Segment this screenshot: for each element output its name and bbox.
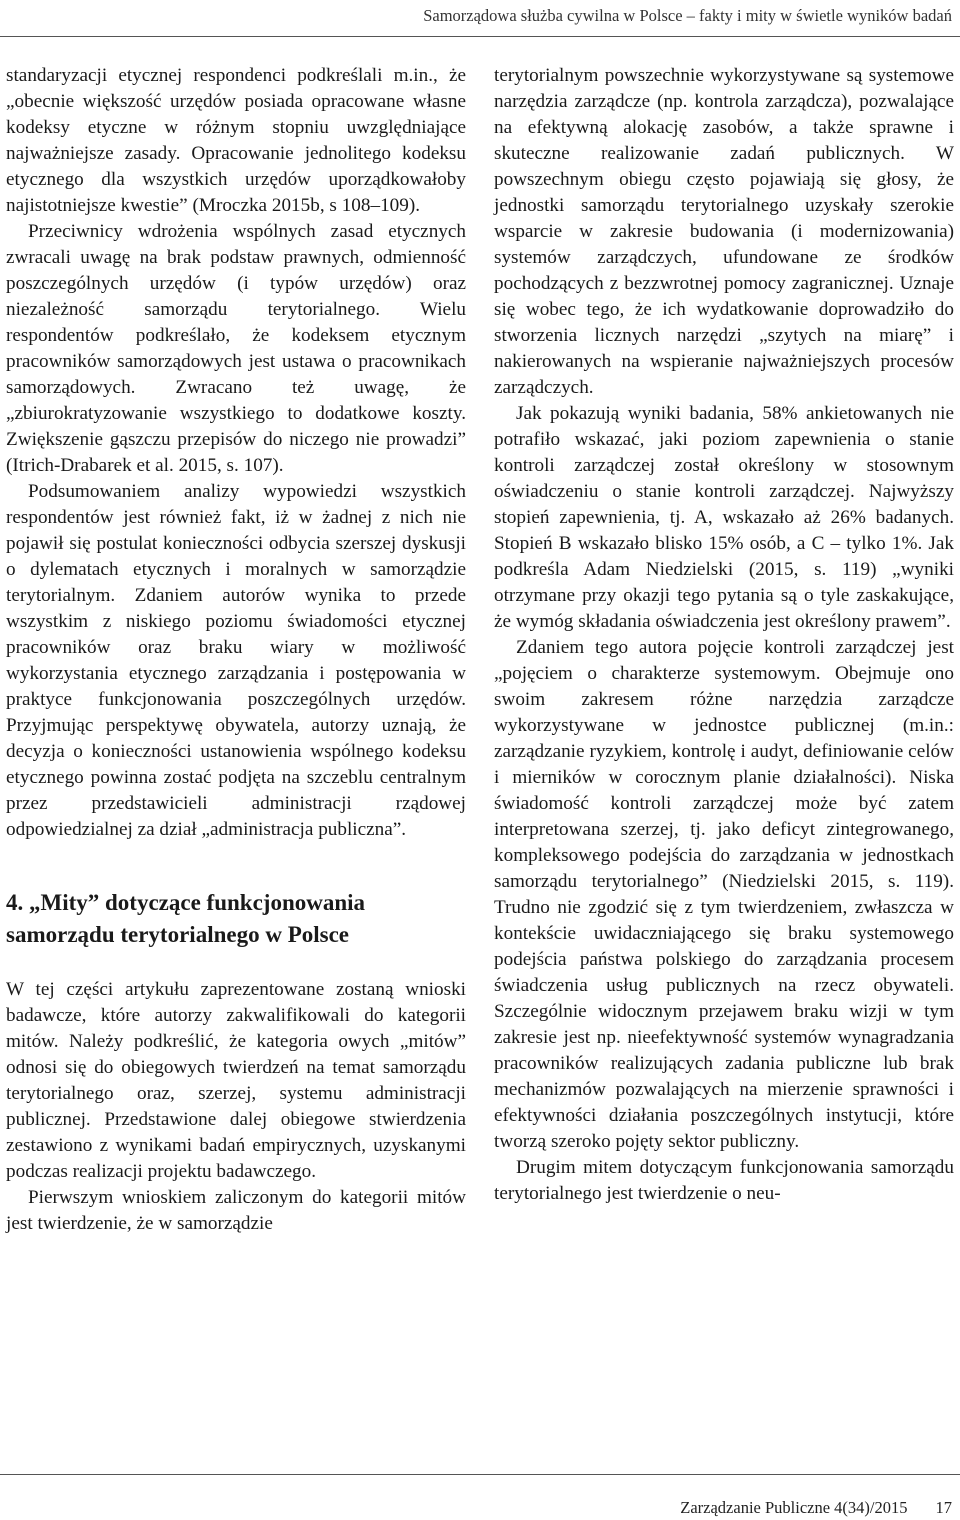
running-header: Samorządowa służba cywilna w Polsce – fakty i mity w świetle wyników badań (423, 6, 952, 25)
paragraph: Zdaniem tego autora pojęcie kontroli zarządczej jest „pojęciem o charakterze systemowym. Obejmuje ono swoim zakresem różne narzędzia zarządcze wykorzystywane w jednostce publicznej (m.in.: zarządzanie ryzykiem, kontrolę i audyt, definiowanie celów i mierników w corocznym planie działalności). Niska świadomość kontroli zarządczej może być zatem interpretowana szerzej, tj. jako deficyt zintegrowanego, kompleksowego podejścia do zarządzania w jednostkach samorządu terytorialnego” (Niedzielski 2015, s. 119). Trudno nie zgodzić się z tym twierdzeniem, zwłaszcza w kontekście uwidaczniającego się braku systemowego podejścia państwa polskiego do zarządzania procesem świadczenia usług publicznych na rzecz obywateli. Szczególnie widocznym przejawem braku wizji w tym zakresie jest np. nieefektywność systemów wynagradzania pracowników realizujących zadania publiczne lub brak mechanizmów pozwalających na mierzenie sprawności i efektywności działania poszczególnych instytucji, które tworzą szeroko pojęty sektor publiczny. (494, 637, 954, 1152)
paragraph: Przeciwnicy wdrożenia wspólnych zasad etycznych zwracali uwagę na brak podstaw prawnych, odmienność poszczególnych urzędów (i typów urzędów) oraz niezależność samorządu terytorialnego. Wielu respondentów podkreślało, że kodeksem etycznym pracowników samorządowych jest ustawa o pracownikach samorządowych. Zwracano też uwagę, że „zbiurokratyzowanie wszystkiego to dodatkowe koszty. Zwiększenie gąszczu przepisów do niczego nie prowadzi” (Itrich-Drabarek et al. 2015, s. 107). (6, 221, 466, 476)
paragraph: Drugim mitem dotyczącym funkcjonowania samorządu terytorialnego jest twierdzenie o neu- (494, 1157, 954, 1204)
footer-divider (0, 1474, 960, 1475)
paragraph: Podsumowaniem analizy wypowiedzi wszystkich respondentów jest również fakt, iż w żadnej z nich nie pojawił się postulat konieczności odbycia szerszej dyskusji o dylematach etycznych i moralnych w samorządzie terytorialnym. Zdaniem autorów wynika to przede wszystkim z niskiego poziomu świadomości etycznej pracowników oraz braku wiary w możliwość wykorzystania etycznego zarządzania i postępowania w praktyce funkcjonowania poszczególnych urzędów. Przyjmując perspektywę obywatela, autorzy uznają, że decyzja o konieczności ustanowienia wspólnego kodeksu etycznego powinna zostać podjęta na szczeblu centralnym przez przedstawicieli administracji rządowej odpowiedzialnej za dział „administracja publiczna”. (6, 481, 466, 840)
paragraph: W tej części artykułu zaprezentowane zostaną wnioski badawcze, które autorzy zakwalifikowali do kategorii mitów. Należy podkreślić, że kategoria owych „mitów” odnosi się do obiegowych twierdzeń na temat samorządu terytorialnego oraz, szerzej, systemu administracji publicznej. Przedstawione dalej obiegowe stwierdzenia zestawiono z wynikami badań empirycznych, uzyskanymi podczas realizacji projektu badawczego. (6, 979, 466, 1182)
paragraph: Pierwszym wnioskiem zaliczonym do kategorii mitów jest twierdzenie, że w samorządzie (6, 1187, 466, 1234)
section-heading: 4. „Mity” dotyczące funkcjonowania samorządu terytorialnego w Polsce (6, 890, 366, 947)
paragraph: terytorialnym powszechnie wykorzystywane są systemowe narzędzia zarządcze (np. kontrola zarządcza), pozwalające na efektywną alokację zasobów, a także sprawne i skuteczne realizowanie zadań publicznych. W powszechnym obiegu często pojawiają się głosy, że jednostki samorządu terytorialnego uzyskały szerokie wsparcie w zakresie budowania (i modernizowania) systemów zarządczych, ufundowane ze środków pochodzących z bezzwrotnej pomocy zagranicznej. Uznaje się wobec tego, że ich wydatkowanie doprowadziło do stworzenia licznych narzędzi „szytych na miarę” i nakierowanych na wspieranie najważniejszych procesów zarządczych. (494, 65, 954, 398)
paragraph: Jak pokazują wyniki badania, 58% ankietowanych nie potrafiło wskazać, jaki poziom zapewnienia o stanie kontroli zarządczej został określony w stosownym oświadczeniu o stanie kontroli zarządczej. Najwyższy stopień zapewnienia, tj. A, wskazało aż 26% badanych. Stopień B wskazało blisko 15% osób, a C – tylko 1%. Jak podkreśla Adam Niedzielski (2015, s. 119) „wyniki otrzymane przy okazji tego pytania są o tyle zaskakujące, że wymóg składania oświadczenia jest określony prawem”. (494, 403, 954, 632)
right-column (494, 63, 954, 1207)
paragraph: standaryzacji etycznej respondenci podkreślali m.in., że „obecnie większość urzędów posiada opracowane własne kodeksy etyczne w różnym stopniu uwzględniające najważniejsze zasady. Opracowanie jednolitego kodeksu etycznego dla wszystkich urzędów uporządkowałoby najistotniejsze kwestie” (Mroczka 2015b, s 108–109). (6, 65, 466, 216)
page-number: 17 (935, 1498, 952, 1517)
left-column (6, 63, 466, 1237)
header-divider (0, 36, 960, 37)
page-footer (680, 1497, 952, 1519)
journal-title: Zarządzanie Publiczne 4(34)/2015 (680, 1498, 908, 1517)
